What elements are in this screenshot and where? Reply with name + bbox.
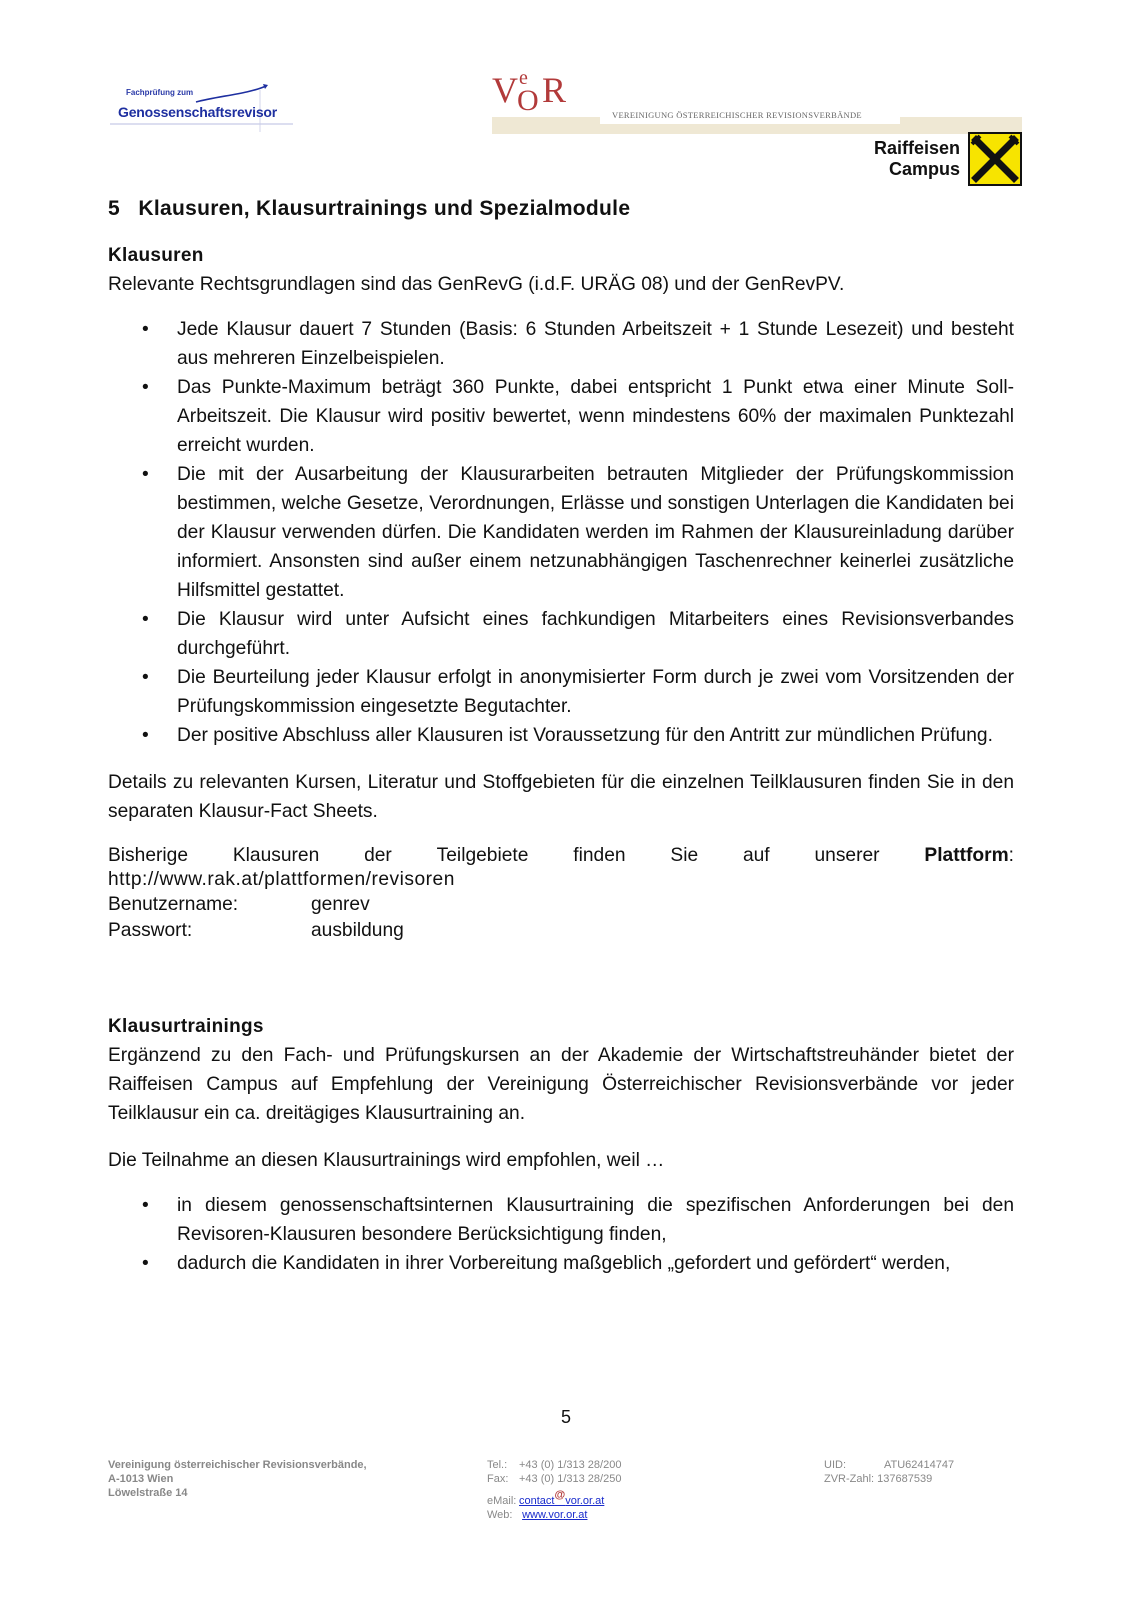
- footer-zvr: ZVR-Zahl: 137687539: [824, 1473, 933, 1485]
- campus-label: Campus: [888, 159, 960, 179]
- list-item: • Das Punkte-Maximum beträgt 360 Punkte, dabei entspricht 1 Punkt etwa einer Minute Soll-Arbeitszeit. Die Klausur wird positiv bewertet, wenn mindestens 60% der maximalen Punktezahl erreicht wurden.: [108, 373, 1014, 460]
- svg-text:e: e: [519, 67, 528, 89]
- footer-ids: UID: ATU62414747 ZVR-Zahl: 137687539: [824, 1459, 955, 1485]
- username-row: [108, 892, 1014, 918]
- section-heading: [108, 194, 1014, 223]
- footer-uid: ATU62414747: [884, 1459, 955, 1471]
- footer-email-link[interactable]: contact@vor.or.at: [519, 1489, 605, 1507]
- klausuren-heading: Klausuren: [108, 245, 204, 266]
- bullet-icon: •: [142, 377, 149, 398]
- list-item: • dadurch die Kandidaten in ihrer Vorbereitung maßgeblich „gefordert und gefördert“ werden,: [108, 1249, 1014, 1278]
- password-label: Passwort:: [108, 920, 193, 941]
- page-number: 5: [560, 1407, 571, 1427]
- klausuren-bullet-list: [108, 315, 1014, 750]
- at-icon: @: [554, 1489, 566, 1501]
- bullet-icon: •: [142, 319, 149, 340]
- bullet-icon: •: [142, 464, 149, 485]
- list-item: • in diesem genossenschaftsinternen Klausurtraining die spezifischen Anforderungen bei den Revisoren-Klausuren besondere Berücksichtigung finden,: [108, 1191, 1014, 1249]
- platform-url: http://www.rak.at/plattformen/revisoren: [108, 869, 455, 890]
- raiffeisen-campus-text: [874, 138, 960, 180]
- svg-text:R: R: [542, 70, 567, 110]
- platform-line: Bisherige Klausuren der Teilgebiete finden Sie auf unserer Plattform:: [108, 845, 1014, 866]
- bullet-icon: •: [142, 1195, 149, 1216]
- list-item: • Der positive Abschluss aller Klausuren ist Voraussetzung für den Antritt zur mündlichen Prüfung.: [108, 721, 1014, 750]
- svg-text:O: O: [517, 84, 539, 116]
- klausurtrainings-bullet-list: [108, 1191, 1014, 1278]
- footer-address: Vereinigung österreichischer Revisionsverbände, A-1013 Wien Löwelstraße 14: [108, 1459, 367, 1499]
- klausuren-intro: Relevante Rechtsgrundlagen sind das GenRevG (i.d.F. URÄG 08) und der GenRevPV.: [108, 274, 845, 295]
- klausurtrainings-heading: Klausurtrainings: [108, 1016, 264, 1037]
- raiffeisen-gable-cross-icon: [968, 132, 1022, 186]
- bullet-icon: •: [142, 609, 149, 630]
- list-item: • Die Klausur wird unter Aufsicht eines fachkundigen Mitarbeiters eines Revisionsverbandes durchgeführt.: [108, 605, 1014, 663]
- list-item: • Die mit der Ausarbeitung der Klausurarbeiten betrauten Mitglieder der Prüfungskommission bestimmen, welche Gesetze, Verordnungen, Erlässe und sonstigen Unterlagen die Kandidaten bei der Klausur verwenden dürfen. Die Kandidaten werden im Rahmen der Klausureinladung darüber informiert. Ansonsten sind außer einem netzunabhängigen Taschenrechner keinerlei zusätzliche Hilfsmittel gestattet.: [108, 460, 1014, 605]
- klausurtrainings-intro: Ergänzend zu den Fach- und Prüfungskursen an der Akademie der Wirtschaftstreuhänder bietet der Raiffeisen Campus auf Empfehlung der Vereinigung Österreichischer Revisionsverbände vor jeder Teilklausur ein ca. dreitägiges Klausurtraining an.: [108, 1045, 1014, 1124]
- footer-contact: Tel.: +43 (0) 1/313 28/200 Fax: +43 (0) 1/313 28/250 eMail: contact@vor.or.at Web: www.vor.or.at: [487, 1459, 622, 1521]
- footer-web-link[interactable]: www.vor.or.at: [522, 1509, 588, 1521]
- username-value: genrev: [311, 894, 370, 915]
- footer-fax: +43 (0) 1/313 28/250: [519, 1473, 622, 1485]
- genossenschaftsrevisor-label: Genossenschaftsrevisor: [118, 104, 278, 120]
- bullet-icon: •: [142, 667, 149, 688]
- password-row: [108, 918, 1014, 944]
- section-number: 5: [108, 197, 120, 220]
- klausuren-details: Details zu relevanten Kursen, Literatur und Stoffgebieten für die einzelnen Teilklausuren finden Sie in den separaten Klausur-Fact Sheets.: [108, 772, 1014, 822]
- list-item: • Die Beurteilung jeder Klausur erfolgt in anonymisierter Form durch je zwei vom Vorsitzenden der Prüfungskommission eingesetzte Begutachter.: [108, 663, 1014, 721]
- vor-logo: [492, 66, 592, 116]
- vor-wordmark: [492, 66, 592, 116]
- svg-text:V: V: [492, 70, 518, 110]
- fachpruefung-logo: [108, 80, 298, 136]
- klausurtrainings-lead: Die Teilnahme an diesen Klausurtrainings wird empfohlen, weil …: [108, 1150, 665, 1171]
- username-label: Benutzername:: [108, 894, 239, 915]
- platform-label: Plattform: [924, 845, 1009, 866]
- document-body: [108, 194, 1014, 1296]
- raiffeisen-campus-logo: [860, 132, 1022, 188]
- list-item: • Jede Klausur dauert 7 Stunden (Basis: 6 Stunden Arbeitszeit + 1 Stunde Lesezeit) und besteht aus mehreren Einzelbeispielen.: [108, 315, 1014, 373]
- section-title: Klausuren, Klausurtrainings und Spezialmodule: [138, 197, 631, 220]
- password-value: ausbildung: [311, 920, 404, 941]
- bullet-icon: •: [142, 1253, 149, 1274]
- bullet-icon: •: [142, 725, 149, 746]
- raiffeisen-label: Raiffeisen: [873, 138, 960, 158]
- footer-tel: +43 (0) 1/313 28/200: [519, 1459, 622, 1471]
- vor-subtitle: VEREINIGUNG ÖSTERREICHISCHER REVISIONSVERBÄNDE: [612, 110, 862, 120]
- fachpruefung-label: Fachprüfung zum: [126, 88, 194, 97]
